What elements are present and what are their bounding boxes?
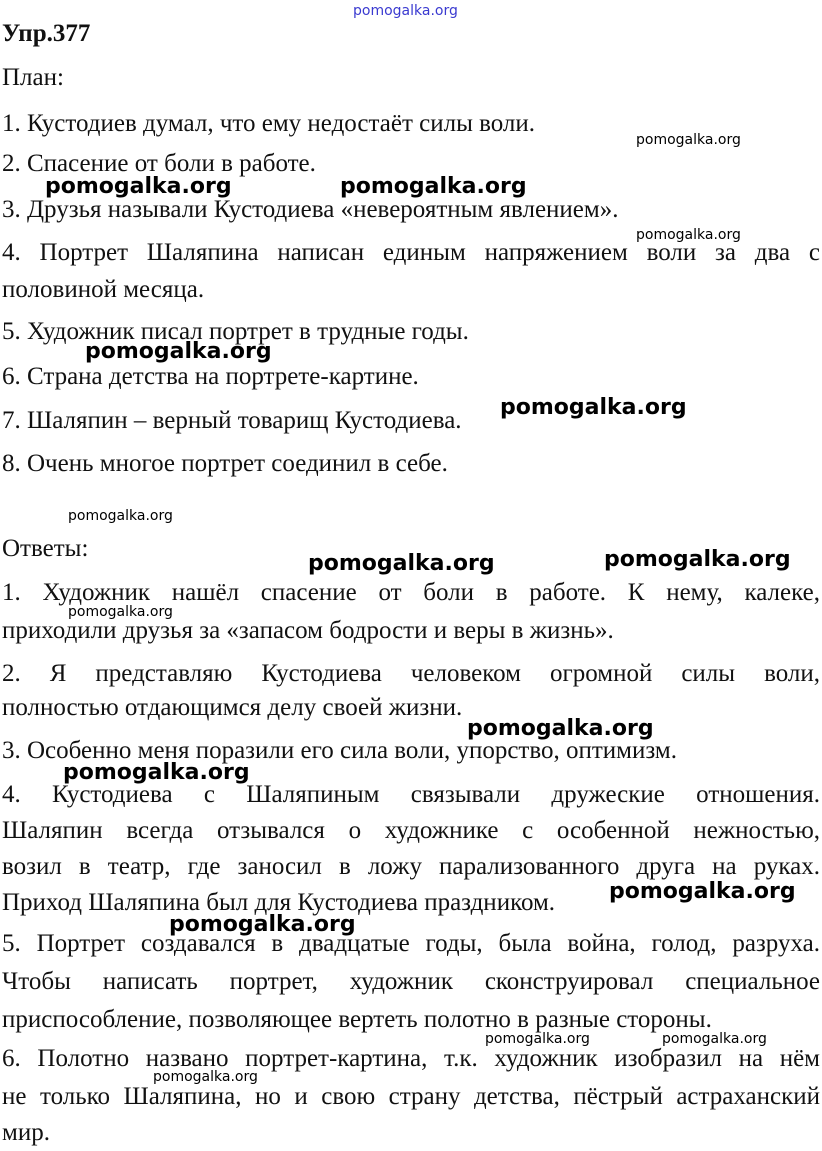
answer-line: 3. Особенно меня поразили его сила воли, упорство, оптимизм. xyxy=(2,737,677,764)
answer-line: Приход Шаляпина был для Кустодиева праздником. xyxy=(2,889,556,916)
plan-line: 4. Портрет Шаляпина написан единым напряжением воли за два с xyxy=(2,239,820,266)
answer-line: 4. Кустодиева с Шаляпиным связывали дружеские отношения. xyxy=(2,781,820,808)
answer-line: 6. Полотно названо портрет-картина, т.к. художник изобразил на нём xyxy=(2,1045,820,1072)
answer-line: Чтобы написать портрет, художник сконструировал специальное xyxy=(2,968,820,995)
watermark-text: pomogalka.org xyxy=(604,547,791,572)
watermark-text: pomogalka.org xyxy=(636,227,741,243)
plan-line: 8. Очень многое портрет соединил в себе. xyxy=(2,450,448,477)
answer-line: не только Шаляпина, но и свою страну детства, пёстрый астраханский xyxy=(2,1083,820,1110)
plan-line: 1. Кустодиев думал, что ему недостаёт силы воли. xyxy=(2,110,536,137)
answer-line: 2. Я представляю Кустодиева человеком огромной силы воли, xyxy=(2,660,820,687)
plan-line: 3. Друзья называли Кустодиева «невероятным явлением». xyxy=(2,196,619,223)
watermark-text: pomogalka.org xyxy=(169,912,356,937)
watermark-text: pomogalka.org xyxy=(308,551,495,576)
watermark-text: pomogalka.org xyxy=(68,508,173,524)
watermark-text: pomogalka.org xyxy=(353,3,458,19)
plan-line: 6. Страна детства на портрете-картине. xyxy=(2,363,419,390)
answer-line: Шаляпин всегда отзывался о художнике с особенной нежностью, xyxy=(2,817,820,844)
watermark-text: pomogalka.org xyxy=(609,879,796,904)
answer-line: 5. Портрет создавался в двадцатые годы, была война, голод, разруха. xyxy=(2,930,820,957)
watermark-text: pomogalka.org xyxy=(63,760,250,785)
plan-line: половиной месяца. xyxy=(2,276,205,303)
watermark-text: pomogalka.org xyxy=(500,395,687,420)
watermark-text: pomogalka.org xyxy=(68,604,173,620)
answer-line: 1. Художник нашёл спасение от боли в работе. К нему, калеке, xyxy=(2,579,820,606)
watermark-text: pomogalka.org xyxy=(340,174,527,199)
answer-line: мир. xyxy=(2,1119,50,1146)
answers-heading: Ответы: xyxy=(2,535,89,562)
plan-line: 7. Шаляпин – верный товарищ Кустодиева. xyxy=(2,407,462,434)
answer-line: приспособление, позволяющее вертеть полотно в разные стороны. xyxy=(2,1006,712,1033)
exercise-title: Упр.377 xyxy=(2,20,91,47)
plan-heading: План: xyxy=(2,64,64,91)
answer-line: приходили друзья за «запасом бодрости и веры в жизнь». xyxy=(2,617,614,644)
watermark-text: pomogalka.org xyxy=(662,1031,767,1047)
answer-line: полностью отдающимся делу своей жизни. xyxy=(2,694,463,721)
watermark-text: pomogalka.org xyxy=(467,716,654,741)
watermark-text: pomogalka.org xyxy=(153,1069,258,1085)
plan-line: 5. Художник писал портрет в трудные годы. xyxy=(2,318,469,345)
answer-line: возил в театр, где заносил в ложу парализованного друга на руках. xyxy=(2,853,820,880)
watermark-text: pomogalka.org xyxy=(485,1031,590,1047)
watermark-text: pomogalka.org xyxy=(85,339,272,364)
watermark-text: pomogalka.org xyxy=(636,132,741,148)
watermark-text: pomogalka.org xyxy=(45,174,232,199)
plan-line: 2. Спасение от боли в работе. xyxy=(2,150,316,177)
